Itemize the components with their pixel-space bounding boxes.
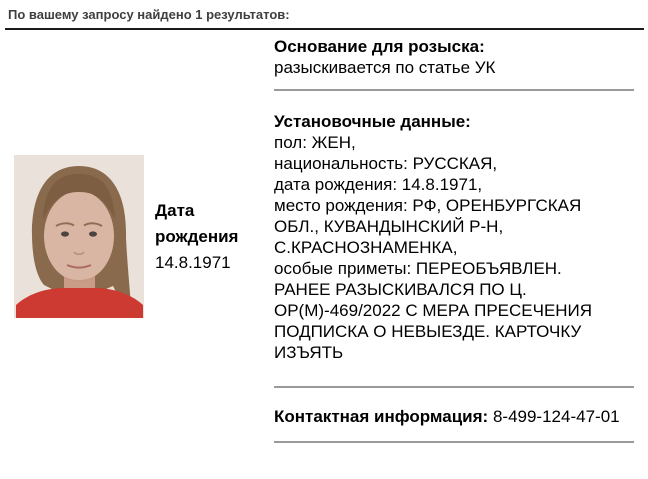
wanted-reason-value: разыскивается по статье УК xyxy=(274,58,496,77)
identifying-data-line: пол: ЖЕН, xyxy=(274,133,356,152)
identifying-data-line: место рождения: РФ, ОРЕНБУРГСКАЯ xyxy=(274,196,582,215)
identifying-data-line: РАНЕЕ РАЗЫСКИВАЛСЯ ПО Ц. xyxy=(274,280,527,299)
results-count-text: По вашему запросу найдено 1 результатов: xyxy=(8,7,290,22)
right-eye xyxy=(89,231,97,236)
dob-value: 14.8.1971 xyxy=(155,252,231,272)
search-result-card xyxy=(5,28,644,443)
identifying-data-title: Установочные данные: xyxy=(274,112,471,131)
dob-label: Дата рождения xyxy=(155,200,239,246)
section-divider xyxy=(274,386,634,388)
left-eye xyxy=(61,231,69,236)
contact-info-section xyxy=(274,406,634,427)
section-divider xyxy=(274,89,634,91)
wanted-reason-label: Основание для розыска: xyxy=(274,37,485,56)
identifying-data-line: особые приметы: ПЕРЕОБЪЯВЛЕН. xyxy=(274,259,562,278)
identifying-data-line: С.КРАСНОЗНАМЕНКА, xyxy=(274,238,458,257)
contact-info-value: 8-499-124-47-01 xyxy=(492,407,620,426)
result-right-column xyxy=(274,30,634,443)
section-divider xyxy=(274,441,634,443)
person-portrait-image xyxy=(14,155,144,318)
identifying-data-line: дата рождения: 14.8.1971, xyxy=(274,175,483,194)
result-left-column xyxy=(5,30,274,443)
identifying-data-line: ПОДПИСКА О НЕВЫЕЗДЕ. КАРТОЧКУ xyxy=(274,322,582,341)
identifying-data-section xyxy=(274,111,634,363)
wanted-reason-section xyxy=(274,36,634,78)
dob-block xyxy=(155,198,255,276)
identifying-data-line: ОБЛ., КУВАНДЫНСКИЙ Р-Н, xyxy=(274,217,504,236)
identifying-data-line: национальность: РУССКАЯ, xyxy=(274,154,498,173)
suspect-photo xyxy=(14,155,144,318)
identifying-data-line: ИЗЪЯТЬ xyxy=(274,343,344,362)
identifying-data-line: ОР(М)-469/2022 С МЕРА ПРЕСЕЧЕНИЯ xyxy=(274,301,593,320)
contact-info-label: Контактная информация: xyxy=(274,407,489,426)
